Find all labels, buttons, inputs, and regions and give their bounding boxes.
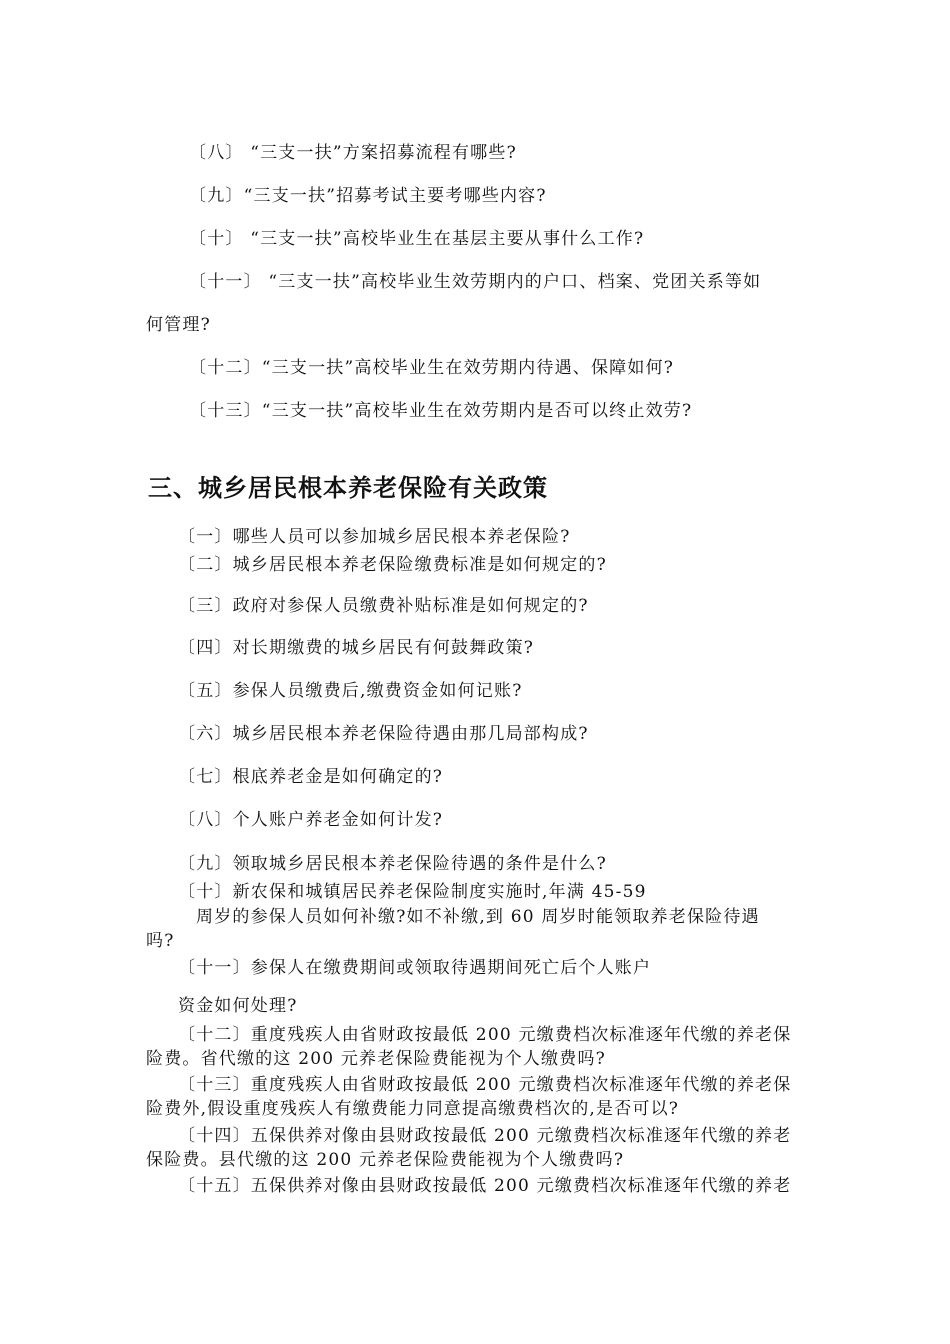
question-10-continued: 周岁的参保人员如何补缴?如不补缴,到 60 周岁时能领取养老保险待遇: [196, 907, 760, 927]
question-8: 〔八〕 “三支一扶”方案招募流程有哪些?: [189, 143, 517, 163]
question-15: 〔十五〕五保供养对像由县财政按最低 200 元缴费档次标准逐年代缴的养老: [178, 1176, 792, 1196]
question-13-continued: 险费外,假设重度残疾人有缴费能力同意提高缴费档次的,是否可以?: [146, 1099, 680, 1119]
question-11: 〔十一〕 “三支一扶”高校毕业生效劳期内的户口、档案、党团关系等如: [189, 272, 762, 292]
question-6: 〔六〕城乡居民根本养老保险待遇由那几局部构成?: [178, 724, 589, 744]
question-9: 〔九〕领取城乡居民根本养老保险待遇的条件是什么?: [178, 854, 607, 874]
question-10-end: 吗?: [146, 931, 175, 951]
question-7: 〔七〕根底养老金是如何确定的?: [178, 767, 444, 787]
question-4: 〔四〕对长期缴费的城乡居民有何鼓舞政策?: [178, 638, 535, 658]
question-2: 〔二〕城乡居民根本养老保险缴费标准是如何规定的?: [178, 555, 607, 575]
question-14-continued: 保险费。县代缴的这 200 元养老保险费能视为个人缴费吗?: [146, 1150, 625, 1170]
section3-heading: 三、城乡居民根本养老保险有关政策: [148, 474, 548, 502]
question-8: 〔八〕个人账户养老金如何计发?: [178, 810, 444, 830]
question-12: 〔十二〕“三支一扶”高校毕业生在效劳期内待遇、保障如何?: [189, 358, 675, 378]
question-5: 〔五〕参保人员缴费后,缴费资金如何记账?: [178, 681, 523, 701]
question-11-continued: 资金如何处理?: [178, 996, 298, 1016]
question-10: 〔十〕新农保和城镇居民养老保险制度实施时,年满 45-59: [178, 882, 647, 902]
question-3: 〔三〕政府对参保人员缴费补贴标准是如何规定的?: [178, 596, 589, 616]
question-9: 〔九〕“三支一扶”招募考试主要考哪些内容?: [189, 186, 547, 206]
question-13: 〔十三〕重度残疾人由省财政按最低 200 元缴费档次标准逐年代缴的养老保: [178, 1075, 792, 1095]
question-12: 〔十二〕重度残疾人由省财政按最低 200 元缴费档次标准逐年代缴的养老保: [178, 1025, 792, 1045]
question-12-continued: 险费。省代缴的这 200 元养老保险费能视为个人缴费吗?: [146, 1049, 606, 1069]
question-10: 〔十〕 “三支一扶”高校毕业生在基层主要从事什么工作?: [189, 229, 645, 249]
question-14: 〔十四〕五保供养对像由县财政按最低 200 元缴费档次标准逐年代缴的养老: [178, 1126, 792, 1146]
question-13: 〔十三〕“三支一扶”高校毕业生在效劳期内是否可以终止效劳?: [189, 401, 693, 421]
question-11: 〔十一〕参保人在缴费期间或领取待遇期间死亡后个人账户: [178, 958, 652, 978]
question-1: 〔一〕哪些人员可以参加城乡居民根本养老保险?: [178, 527, 571, 547]
question-11-continued: 何管理?: [146, 315, 211, 335]
